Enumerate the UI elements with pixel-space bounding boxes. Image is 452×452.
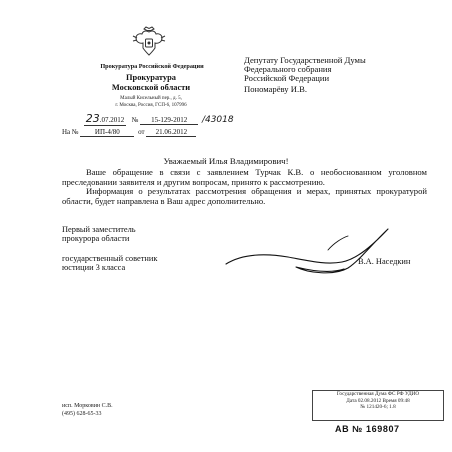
address-line-2: г. Москва, Россия, ГСП-6, 107996 bbox=[115, 103, 187, 108]
recipient-line-3: Российской Федерации bbox=[244, 73, 330, 83]
org-top: Прокуратура Российской Федерации bbox=[100, 63, 204, 70]
signatory-title-2: прокурора области bbox=[62, 234, 130, 243]
ref-label: На № bbox=[62, 128, 79, 136]
executor-block bbox=[62, 403, 113, 418]
registration-date-line bbox=[84, 112, 234, 126]
registration-number: 15-129-2012 bbox=[140, 116, 198, 125]
handwritten-number: /43018 bbox=[201, 115, 234, 125]
signatory-rank-1: государственный советник bbox=[62, 254, 158, 263]
address-line-1: Малый Кисельный пер., д. 5, bbox=[120, 96, 182, 101]
form-serial-number: АВ № 169807 bbox=[335, 424, 400, 434]
number-label: № bbox=[131, 116, 139, 124]
ref-date: 21.06.2012 bbox=[146, 128, 196, 137]
salutation: Уважаемый Илья Владимирович! bbox=[163, 156, 289, 166]
signer-name: В.А. Наседкин bbox=[358, 257, 411, 266]
date-day: 23 bbox=[85, 112, 100, 125]
org-address bbox=[84, 95, 218, 109]
reference-line bbox=[62, 128, 196, 137]
handwritten-signature bbox=[222, 226, 392, 276]
paragraph-2: Информация о результатах рассмотрения обращения и мерах, принятых прокуратурой области, будет направлена в Ваш адрес дополнительно. bbox=[62, 186, 427, 206]
coat-of-arms-icon bbox=[131, 24, 167, 60]
executor-phone: (495) 628-65-33 bbox=[62, 410, 102, 417]
signatory-rank-2: юстиции 3 класса bbox=[62, 263, 126, 272]
recipient-block bbox=[244, 56, 434, 83]
stamp-line-2: Дата 02.08.2012 Время 09:48 bbox=[346, 397, 410, 404]
date-rest: .07.2012 bbox=[99, 116, 125, 124]
recipient-line-1: Депутату Государственной Думы bbox=[244, 55, 366, 65]
ref-number: ИП-4/80 bbox=[80, 128, 134, 137]
executor-name: исп. Морковин С.В. bbox=[62, 403, 113, 409]
org-name-line-1: Прокуратура bbox=[126, 73, 176, 82]
ref-from-label: от bbox=[138, 128, 145, 136]
signatory-block bbox=[62, 225, 157, 272]
paragraph-1: Ваше обращение в связи с заявлением Турчак К.В. о необоснованном уголовном преследовании заявителя и другим вопросам, принято к рассмотрению. bbox=[62, 167, 427, 187]
org-name-line-2: Московской области bbox=[111, 83, 191, 92]
stamp-line-1: Государственная Дума ФС РФ УДИО bbox=[336, 391, 420, 397]
letter-body bbox=[62, 168, 427, 206]
recipient-line-2: Федерального собрания bbox=[244, 64, 332, 74]
recipient-name: Пономарёву И.В. bbox=[244, 84, 307, 94]
registration-stamp bbox=[312, 390, 444, 421]
stamp-line-3: № 121420-6; 1.8 bbox=[360, 404, 396, 410]
signatory-title-1: Первый заместитель bbox=[62, 225, 136, 234]
org-name bbox=[84, 73, 218, 93]
